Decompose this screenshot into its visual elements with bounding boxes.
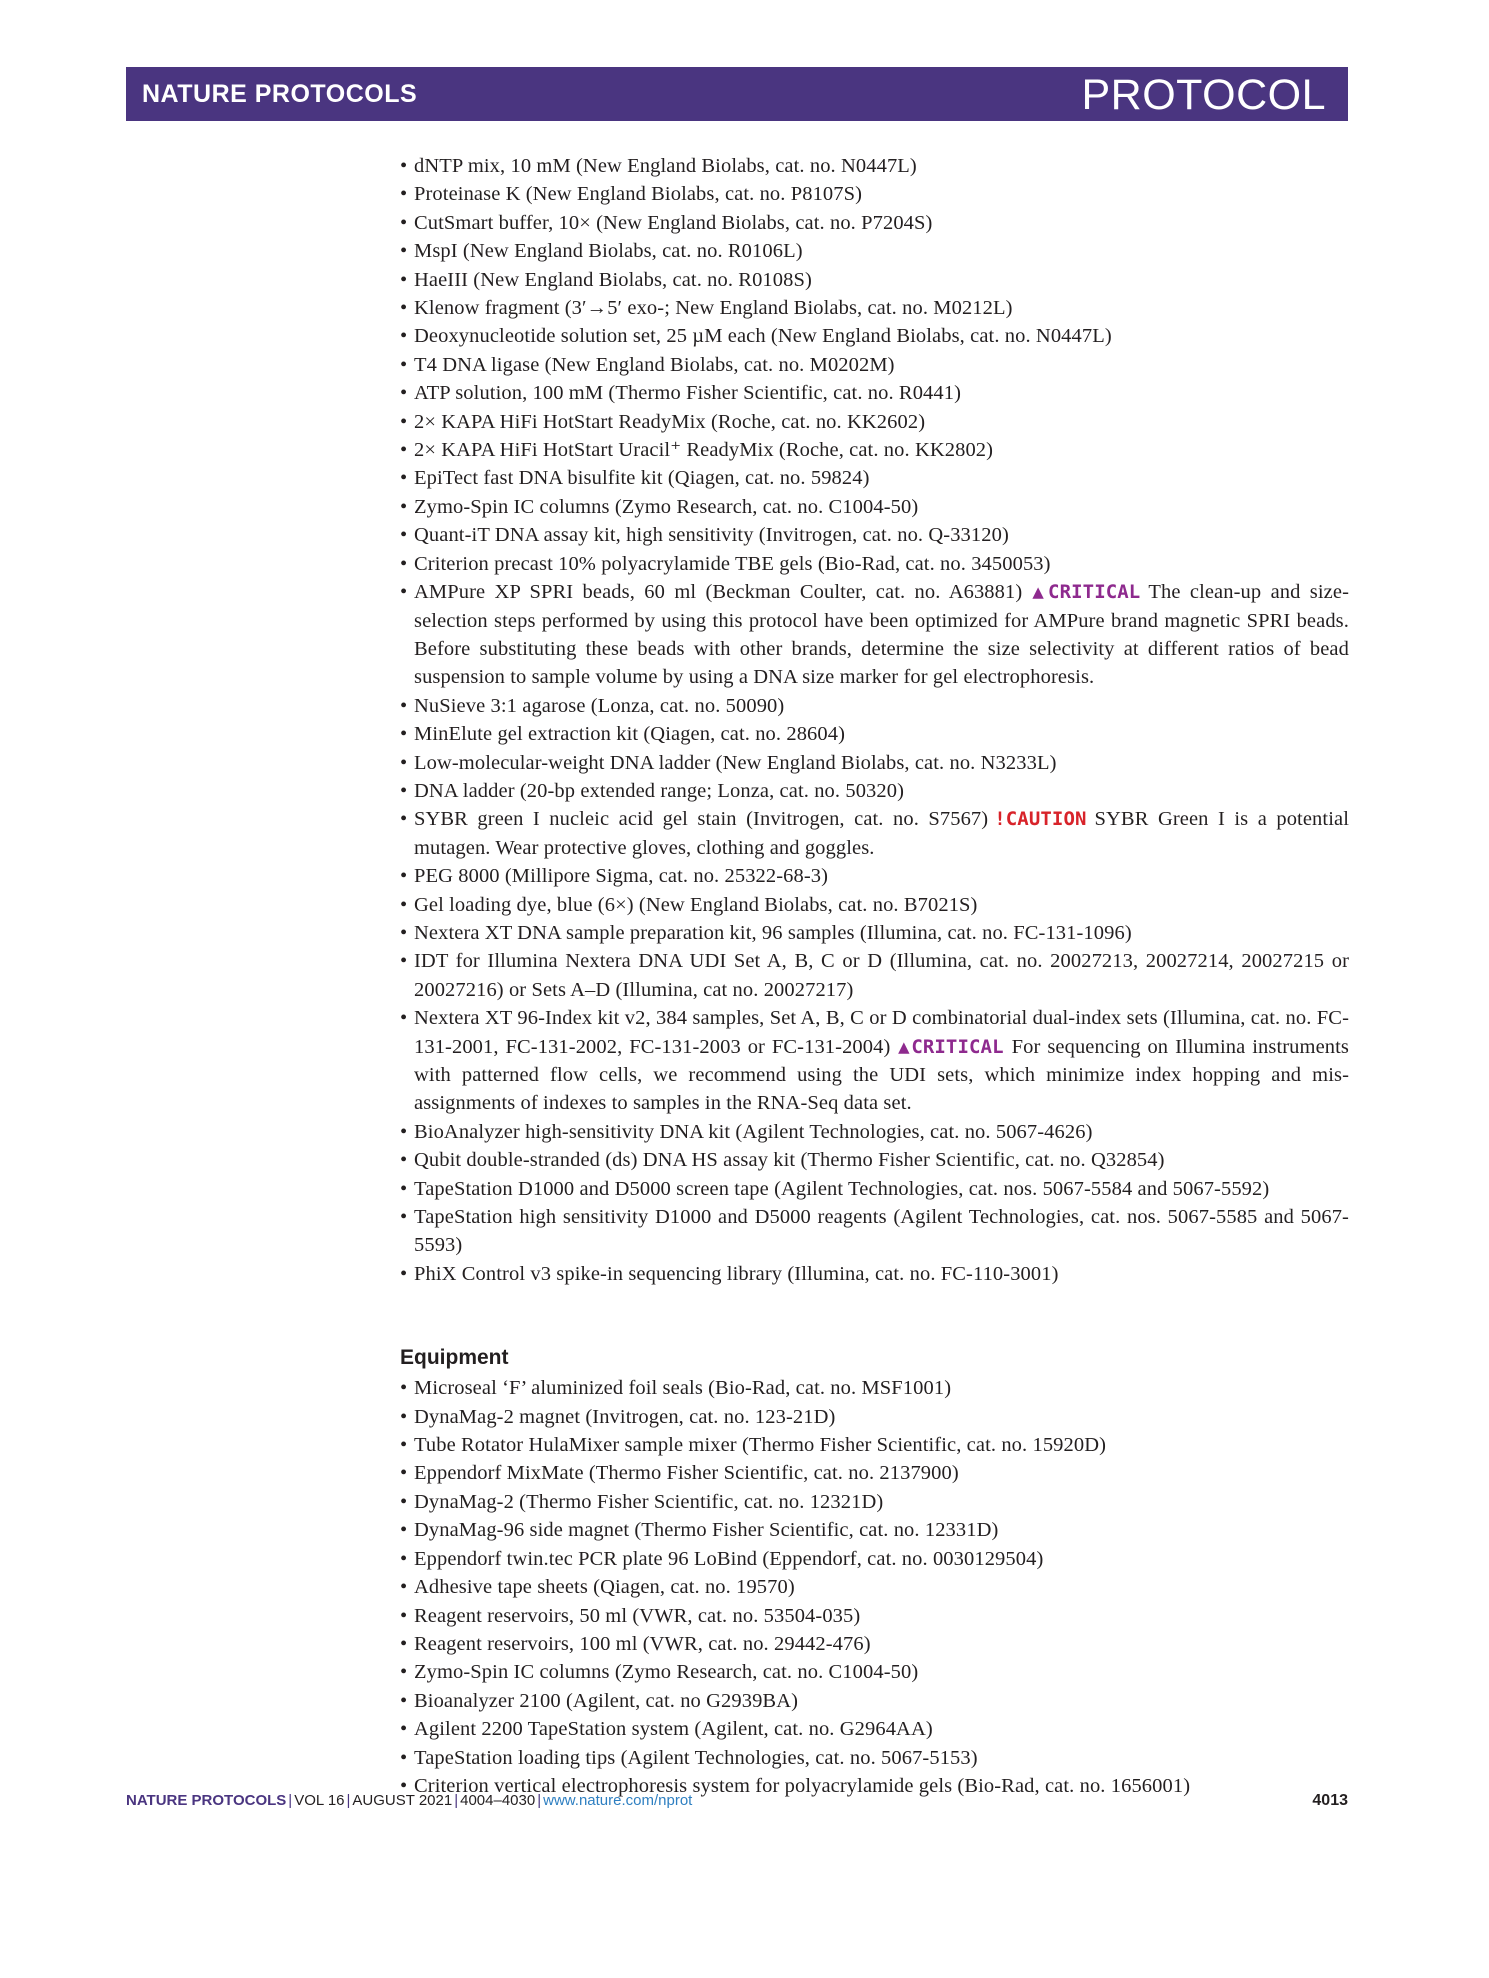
footer-separator: | xyxy=(537,1792,542,1809)
list-item: • PEG 8000 (Millipore Sigma, cat. no. 25322-68-3) xyxy=(400,862,1349,890)
list-item: • Nextera XT DNA sample preparation kit, 96 samples (Illumina, cat. no. FC-131-1096) xyxy=(400,919,1349,947)
critical-note: For sequencing on Illumina instruments with patterned flow cells, we recommend using the UDI sets, which minimize index hopping and mis-assignments of indexes to samples in the RNA-Seq data set. xyxy=(414,1035,1349,1115)
list-item: • Bioanalyzer 2100 (Agilent, cat. no G2939BA) xyxy=(400,1687,1349,1715)
list-item: • PhiX Control v3 spike-in sequencing library (Illumina, cat. no. FC-110-3001) xyxy=(400,1260,1349,1288)
caution-flag: !CAUTION xyxy=(994,808,1087,831)
list-item: • BioAnalyzer high-sensitivity DNA kit (Agilent Technologies, cat. no. 5067-4626) xyxy=(400,1118,1349,1146)
caution-note: SYBR Green I is a potential mutagen. Wear protective gloves, clothing and goggles. xyxy=(414,808,1349,859)
list-item: • Tube Rotator HulaMixer sample mixer (Thermo Fisher Scientific, cat. no. 15920D) xyxy=(400,1431,1349,1459)
list-item: • Criterion vertical electrophoresis system for polyacrylamide gels (Bio-Rad, cat. no. 1656001) xyxy=(400,1772,1349,1800)
list-item: • CutSmart buffer, 10× (New England Biolabs, cat. no. P7204S) xyxy=(400,209,1349,237)
list-item: • TapeStation loading tips (Agilent Technologies, cat. no. 5067-5153) xyxy=(400,1744,1349,1772)
footer-url-link[interactable]: www.nature.com/nprot xyxy=(543,1792,693,1809)
list-item: • Reagent reservoirs, 100 ml (VWR, cat. no. 29442-476) xyxy=(400,1630,1349,1658)
critical-note: The clean-up and size-selection steps performed by using this protocol have been optimized for AMPure brand magnetic SPRI beads. Before substituting these beads with other brands, determine the size selectivity at different ratios of bead suspension to sample volume by using a DNA size marker for gel electrophoresis. xyxy=(414,581,1349,689)
footer-separator: | xyxy=(288,1792,293,1809)
item-text: Nextera XT 96-Index kit v2, 384 samples, Set A, B, C or D combinatorial dual-index sets (Illumina, cat. no. FC-131-2001, FC-131-2002, FC-131-2003 or FC-131-2004) xyxy=(414,1007,1349,1058)
list-item: • Low-molecular-weight DNA ladder (New England Biolabs, cat. no. N3233L) xyxy=(400,749,1349,777)
list-item: • Eppendorf twin.tec PCR plate 96 LoBind (Eppendorf, cat. no. 0030129504) xyxy=(400,1545,1349,1573)
item-text: AMPure XP SPRI beads, 60 ml (Beckman Coulter, cat. no. A63881) xyxy=(414,581,1023,604)
list-item: • Reagent reservoirs, 50 ml (VWR, cat. no. 53504-035) xyxy=(400,1602,1349,1630)
equipment-heading: Equipment xyxy=(400,1346,509,1370)
list-item: • dNTP mix, 10 mM (New England Biolabs, cat. no. N0447L) xyxy=(400,152,1349,180)
footer-date: AUGUST 2021 xyxy=(352,1792,453,1809)
list-item: • Zymo-Spin IC columns (Zymo Research, cat. no. C1004-50) xyxy=(400,1658,1349,1686)
list-item: • Microseal ‘F’ aluminized foil seals (Bio-Rad, cat. no. MSF1001) xyxy=(400,1374,1349,1402)
list-item: • DynaMag-96 side magnet (Thermo Fisher Scientific, cat. no. 12331D) xyxy=(400,1516,1349,1544)
list-item: • TapeStation high sensitivity D1000 and D5000 reagents (Agilent Technologies, cat. nos. 5067-5585 and 5067-5593) xyxy=(400,1203,1349,1260)
list-item: • MspI (New England Biolabs, cat. no. R0106L) xyxy=(400,237,1349,265)
list-item: • Agilent 2200 TapeStation system (Agilent, cat. no. G2964AA) xyxy=(400,1715,1349,1743)
page-number: 4013 xyxy=(1312,1792,1348,1809)
list-item: • T4 DNA ligase (New England Biolabs, cat. no. M0202M) xyxy=(400,351,1349,379)
list-item: • Criterion precast 10% polyacrylamide TBE gels (Bio-Rad, cat. no. 3450053) xyxy=(400,550,1349,578)
equipment-list xyxy=(400,1374,1349,1800)
list-item xyxy=(400,1004,1349,1118)
journal-name: NATURE PROTOCOLS xyxy=(142,80,418,108)
item-text: SYBR green I nucleic acid gel stain (Invitrogen, cat. no. S7567) xyxy=(414,808,989,831)
list-item: • Adhesive tape sheets (Qiagen, cat. no. 19570) xyxy=(400,1573,1349,1601)
list-item: • ATP solution, 100 mM (Thermo Fisher Scientific, cat. no. R0441) xyxy=(400,379,1349,407)
list-item: • Qubit double-stranded (ds) DNA HS assay kit (Thermo Fisher Scientific, cat. no. Q32854) xyxy=(400,1146,1349,1174)
footer-separator: | xyxy=(346,1792,351,1809)
footer-journal: NATURE PROTOCOLS xyxy=(126,1792,287,1809)
list-item: • Gel loading dye, blue (6×) (New England Biolabs, cat. no. B7021S) xyxy=(400,891,1349,919)
footer-volume: VOL 16 xyxy=(294,1792,345,1809)
header-bar xyxy=(126,67,1348,121)
list-item: • Proteinase K (New England Biolabs, cat. no. P8107S) xyxy=(400,180,1349,208)
list-item: • NuSieve 3:1 agarose (Lonza, cat. no. 50090) xyxy=(400,692,1349,720)
list-item xyxy=(400,805,1349,862)
list-item: • Zymo-Spin IC columns (Zymo Research, cat. no. C1004-50) xyxy=(400,493,1349,521)
list-item: • MinElute gel extraction kit (Qiagen, cat. no. 28604) xyxy=(400,720,1349,748)
main-content xyxy=(400,152,1349,1800)
critical-flag: ▲CRITICAL xyxy=(1028,581,1141,604)
reagents-list xyxy=(400,152,1349,1288)
critical-flag: ▲CRITICAL xyxy=(896,1035,1004,1058)
list-item: • Quant-iT DNA assay kit, high sensitivity (Invitrogen, cat. no. Q-33120) xyxy=(400,521,1349,549)
list-item: • 2× KAPA HiFi HotStart Uracil⁺ ReadyMix (Roche, cat. no. KK2802) xyxy=(400,436,1349,464)
list-item: • TapeStation D1000 and D5000 screen tape (Agilent Technologies, cat. nos. 5067-5584 and 5067-5592) xyxy=(400,1175,1349,1203)
list-item: • HaeIII (New England Biolabs, cat. no. R0108S) xyxy=(400,266,1349,294)
list-item: • DynaMag-2 magnet (Invitrogen, cat. no. 123-21D) xyxy=(400,1403,1349,1431)
article-type: PROTOCOL xyxy=(1081,71,1326,119)
list-item: • Eppendorf MixMate (Thermo Fisher Scientific, cat. no. 2137900) xyxy=(400,1459,1349,1487)
footer-pages: 4004–4030 xyxy=(460,1792,536,1809)
footer-separator: | xyxy=(454,1792,459,1809)
list-item xyxy=(400,578,1349,692)
list-item: • DynaMag-2 (Thermo Fisher Scientific, cat. no. 12321D) xyxy=(400,1488,1349,1516)
list-item: • EpiTect fast DNA bisulfite kit (Qiagen, cat. no. 59824) xyxy=(400,464,1349,492)
list-item: • IDT for Illumina Nextera DNA UDI Set A, B, C or D (Illumina, cat. no. 20027213, 20027214, 20027215 or 20027216) or Sets A–D (Illumina, cat no. 20027217) xyxy=(400,947,1349,1004)
list-item: • 2× KAPA HiFi HotStart ReadyMix (Roche, cat. no. KK2602) xyxy=(400,408,1349,436)
list-item: • Deoxynucleotide solution set, 25 µM each (New England Biolabs, cat. no. N0447L) xyxy=(400,322,1349,350)
list-item: • DNA ladder (20-bp extended range; Lonza, cat. no. 50320) xyxy=(400,777,1349,805)
list-item: • Klenow fragment (3′→5′ exo-; New England Biolabs, cat. no. M0212L) xyxy=(400,294,1349,322)
page-footer xyxy=(126,1792,1348,1816)
